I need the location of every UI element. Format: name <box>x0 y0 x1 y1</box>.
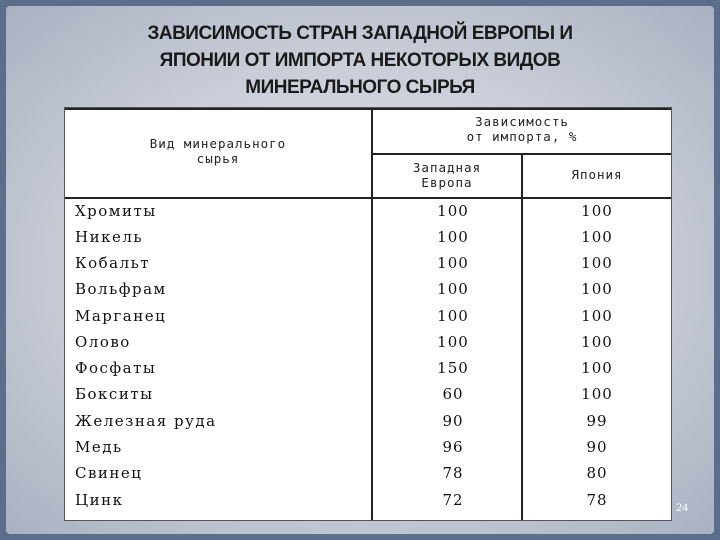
subheader-divider <box>371 153 671 155</box>
europe-value: 72 <box>442 491 464 509</box>
mineral-name: Олово <box>75 333 131 351</box>
europe-value: 100 <box>437 307 469 325</box>
europe-value: 100 <box>437 228 469 246</box>
table-row <box>65 409 671 435</box>
header-mineral-type <box>65 136 371 166</box>
header-dependence-line-2: от импорта, % <box>466 129 578 144</box>
europe-value: 100 <box>437 202 469 220</box>
table-row <box>65 330 671 356</box>
table-row <box>65 277 671 303</box>
europe-value: 96 <box>442 438 464 456</box>
table-top-border <box>65 108 671 110</box>
mineral-name: Вольфрам <box>75 280 167 298</box>
header-mineral-type-line-2: сырья <box>196 151 240 166</box>
table-row <box>65 304 671 330</box>
title-line-2: ЯПОНИИ ОТ ИМПОРТА НЕКОТОРЫХ ВИДОВ <box>159 50 561 71</box>
japan-value: 99 <box>586 412 608 430</box>
mineral-name: Медь <box>75 438 123 456</box>
europe-value: 150 <box>437 359 469 377</box>
japan-value: 100 <box>581 307 613 325</box>
header-mineral-type-line-1: Вид минерального <box>149 136 287 151</box>
header-europe-line-1: Западная <box>412 160 482 175</box>
japan-value: 80 <box>586 464 608 482</box>
table-row <box>65 435 671 461</box>
europe-value: 90 <box>442 412 464 430</box>
japan-value: 100 <box>581 385 613 403</box>
mineral-name: Никель <box>75 228 144 246</box>
table-row <box>65 382 671 408</box>
mineral-name: Бокситы <box>75 385 154 403</box>
japan-value: 100 <box>581 254 613 272</box>
europe-value: 100 <box>437 280 469 298</box>
table-row <box>65 488 671 514</box>
mineral-name: Кобальт <box>75 254 151 272</box>
japan-value: 100 <box>581 280 613 298</box>
table-row <box>65 225 671 251</box>
title-line-3: МИНЕРАЛЬНОГО СЫРЬЯ <box>245 77 475 98</box>
header-europe-line-2: Европа <box>421 175 473 190</box>
import-dependence-table <box>64 107 672 521</box>
japan-value: 100 <box>581 333 613 351</box>
mineral-name: Цинк <box>75 491 124 509</box>
mineral-name: Хромиты <box>75 202 157 220</box>
header-import-dependence <box>373 114 671 144</box>
mineral-name: Железная руда <box>75 412 217 430</box>
page-number: 24 <box>676 500 688 514</box>
table-row <box>65 356 671 382</box>
europe-value: 100 <box>437 333 469 351</box>
header-japan: Япония <box>571 167 623 182</box>
title-line-1: ЗАВИСИМОСТЬ СТРАН ЗАПАДНОЙ ЕВРОПЫ И <box>147 23 573 44</box>
japan-value: 90 <box>586 438 608 456</box>
europe-value: 100 <box>437 254 469 272</box>
japan-value: 100 <box>581 228 613 246</box>
header-dependence-line-1: Зависимость <box>475 114 569 129</box>
japan-value: 78 <box>586 491 608 509</box>
europe-value: 78 <box>442 464 464 482</box>
table-row <box>65 251 671 277</box>
header-western-europe <box>373 160 521 190</box>
mineral-name: Свинец <box>75 464 143 482</box>
table-row <box>65 461 671 487</box>
slide-title <box>40 20 680 101</box>
europe-value: 60 <box>442 385 464 403</box>
table-row <box>65 199 671 225</box>
japan-value: 100 <box>581 359 613 377</box>
mineral-name: Фосфаты <box>75 359 157 377</box>
japan-value: 100 <box>581 202 613 220</box>
mineral-name: Марганец <box>75 307 167 325</box>
